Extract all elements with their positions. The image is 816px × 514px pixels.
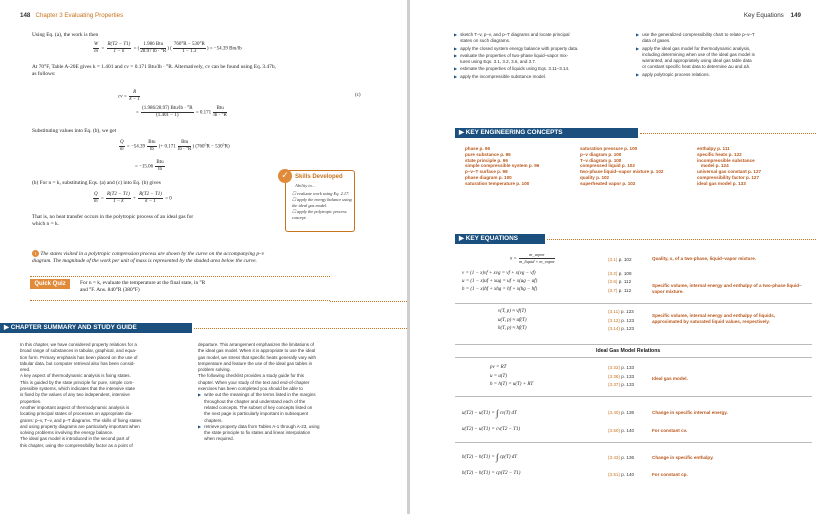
desc-internal-energy: Change in specific internal energy. [652,410,728,415]
concept-item: specific heats p. 122 [697,151,742,157]
checklist-col-2 [636,32,812,78]
concept-item: p–v diagram p. 100 [580,151,622,157]
left-page [0,0,407,514]
concept-item: incompressible substance [697,157,755,163]
checkbox-icon: ☐ [292,191,296,196]
concepts-col-1 [465,146,539,187]
divider [455,357,812,358]
table-note: At 70°F, Table A-20E gives k = 1.401 and cv = 0.171 Btu/lb · °R. Alternatively, cv can be found using Eq. 3.47b, as follows: [32,64,276,77]
chapter-title: Chapter 3 Evaluating Properties [35,12,124,19]
divider [455,442,812,443]
running-head: Key Equations [743,12,784,19]
intro-line: Using Eq. (a), the work is then [32,32,99,38]
summary-heading: ▶ CHAPTER SUMMARY AND STUDY GUIDE [0,323,192,333]
cv-equation: cv = $\frac{R}{k - 1}$ [118,90,140,102]
concept-item: enthalpy p. 111 [697,146,730,151]
skills-item: ☐ evaluate work using Eq. 2.17. [292,191,350,196]
concepts-col-3 [697,146,761,187]
concept-item: pure substance p. 96 [465,151,511,157]
right-page [410,0,816,514]
quick-quiz-box [30,276,330,301]
quiz-question: For n = k, evaluate the temperature at the final state, in °R and °F. Ans. 840°R (380°F) [80,280,206,293]
desc-constant-cp: For constant cp. [652,472,688,477]
q-equation: $\frac{Q}{m}$ = −54.39 $\frac{\text{Btu}}{lb}$ (+ 0.171 $\frac{\text{Btu}}{lb \cdot ^\circ R}$ ) (760°R − 530°R) [120,140,230,152]
eq-ref-3-43: (3.43) p. 136 [608,455,635,460]
triangle-bullet-icon: ▶ [454,66,458,72]
liquid-approx-equations: v(T, p) ≈ vf(T) u(T, p) ≈ uf(T) h(T, p) ≈ hf(T) [498,309,527,331]
right-page-header [744,12,801,19]
concept-item: model p. 124 [697,163,729,169]
key-equations-heading: ▶ KEY EQUATIONS [455,234,545,244]
concept-item: T–v diagram p. 100 [580,157,622,163]
left-page-header [20,12,123,19]
checklist-item: ▶ use the generalized compressibility chart to relate p–v–T data of gases. [636,32,755,44]
desc-constant-cv: For constant cv. [652,428,688,433]
dotted-rule [194,328,407,329]
concept-item: simple compressible system p. 96 [465,163,540,169]
mixture-equations: v = (1 − x)vf + xvg = vf + x(vg − vf) u = (1 − x)uf + xug = uf + x(ug − uf) h = (1 − x)hf + xhg = hf + x(hg − hf) [462,271,538,293]
dotted-rule [330,301,407,302]
eq-refs-group-1: (3.1) p. 102 (3.2) p. 108 (3.6) p. 112 (3.7) p. 112 [608,257,632,293]
substitution-line: Substituting values into Eq. (b), we get [32,128,117,134]
eq-ref-3-51: (3.51) p. 140 [608,472,635,477]
concept-item: superheated vapor p. 102 [580,180,636,186]
adiabatic-note: That is, no heat transfer occurs in the polytropic process of an ideal gas for which n = k. [32,214,194,227]
triangle-bullet-icon: ▶ [636,32,640,37]
internal-energy-constant: u(T2) − u(T1) = cv(T2 − T1) [462,427,521,432]
concept-item: quality p. 102 [580,174,610,180]
concept-item: saturation temperature p. 100 [465,180,530,186]
skills-item: ☐ apply the polytropic process concept. [292,209,347,220]
skills-subtitle: Ability to... [295,183,316,188]
dotted-rule [640,133,816,134]
ideal-gas-equations: pv = RT u = u(T) h = h(T) = u(T) + RT [490,365,534,387]
skills-list [292,191,354,221]
checkbox-icon: ☐ [292,209,296,214]
desc-ideal-gas: Ideal gas model. [652,376,688,381]
eq-refs-group-3: (3.32) p. 133 (3.36) p. 133 (3.37) p. 133 [608,365,635,387]
triangle-bullet-icon: ▶ [636,71,640,77]
left-page-number: 148 [20,12,31,19]
triangle-bullet-icon: ▶ [198,392,202,398]
checklist-item: ▶ write out the meanings of the terms listed in the margins throughout the chapter and understand each of the related concepts. The subset of key concepts listed on the next page is particularly important in subsequent chapters. [198,392,316,423]
concept-item: compressed liquid p. 102 [580,163,635,169]
desc-quality: Quality, x, of a two-phase, liquid–vapor mixture. [652,256,757,261]
checklist-item: ▶ retrieve property data from Tables A-1 through A-23, using the state principle to fix states and linear interpolation when required. [198,423,320,442]
concept-item: phase p. 96 [465,146,491,151]
triangle-bullet-icon: ▶ [454,52,458,58]
checklist-item: ▶ apply the incompressible substance model. [454,73,547,79]
cv-equation-value: = $\frac{\text{(1.986/28.97) Btu/lb · °R}}{(1.401 - 1)}$ = 0.171 $\frac{\text{Btu}}{lb \cdot ^\circ R}$ [136,106,227,118]
concept-item: two-phase liquid–vapor mixture p. 102 [580,169,664,175]
triangle-icon: ▶ [459,235,464,242]
triangle-bullet-icon: ▶ [198,423,202,429]
eq-refs-group-2: (3.11) p. 123 (3.12) p. 123 (3.14) p. 123 [608,309,635,331]
checklist-item: ▶ estimate the properties of liquids using Eqs. 3.11–3.14. [454,66,570,72]
triangle-bullet-icon: ▶ [454,45,458,51]
concept-item: compressibility factor p. 127 [697,174,760,180]
concept-item: state principle p. 96 [465,157,508,163]
internal-energy-integral: u(T2) − u(T1) = ∫ cv(T) dT [462,408,517,418]
summary-column-2: departure. This arrangement emphasizes the limitations of the ideal gas model. When it is appropriate to use the ideal gas model, we stress that specific heats generally vary with temperature and feature the use of the ideal gas tables in problem solving. The following checklist provides a study guide for this chapter. When your study of the text and end-of-chapter exercises has been completed you should be able to ▶ write out the meanings of the terms listed in the margins throughout the chapter and understand each of the related concepts. The subset of key concepts listed on the next page is particularly important in subsequent chapters. ▶ retrieve property data from Tables A-1 through A-23, using the state principle to fix states and linear interpolation when required. [198,342,388,443]
desc-mixture-properties: Specific volume, internal energy and enthalpy of a two-phase liquid–vapor mixture. [652,283,802,294]
checklist-item: ▶ apply the ideal gas model for thermodynamic analysis, including determining when use of the ideal gas model is warranted, and appropriately using ideal gas table data or constant specific heat data to determine Δu and Δh. [636,45,755,70]
enthalpy-constant: h(T2) − h(T1) = cp(T2 − T1) [462,471,521,476]
triangle-bullet-icon: ▶ [636,45,640,51]
quality-equation: x = $\frac{\text{m\_vapor}}{\text{m\_liquid + m\_vapor}}$ [510,252,555,264]
key-concepts-heading: ▶ KEY ENGINEERING CONCEPTS [455,128,638,138]
checklist-item: ▶ apply polytropic process relations. [636,71,710,77]
q-equation-result: = −15.06 $\frac{\text{Btu}}{lb}$ [135,160,164,172]
figure-note: 1 The states visited in a polytropic compression process are shown by the curve on the accompanying p–v diagram. The magnitude of the work per unit of mass is represented by the shaded area below the curve. [32,251,265,264]
concept-item: phase diagram p. 100 [465,174,512,180]
divider [455,303,812,304]
triangle-bullet-icon: ▶ [454,32,458,37]
triangle-bullet-icon: ▶ [454,73,458,79]
ideal-gas-subheading: Ideal Gas Model Relations [596,348,661,354]
checklist-col-1 [454,32,630,80]
checkmark-icon: ✓ [278,169,292,183]
skills-title: Skills Developed [295,174,343,180]
checklist-item: ▶ apply the closed system energy balance with property data. [454,45,579,51]
right-page-number: 149 [790,12,801,19]
note-number-badge: 1 [32,250,39,257]
desc-liquid-approx: Specific volume, internal energy and enthalpy of liquids, approximated by saturated liquid values, respectively. [652,313,776,324]
checkbox-icon: ☐ [292,197,296,202]
concepts-col-2 [580,146,663,187]
checklist-item: ▶ sketch T–v, p–v, and p–T diagrams and locate principal states on such diagrams. [454,32,570,44]
triangle-icon: ▶ [459,129,464,136]
skills-item: ☐ apply the energy balance using the ideal gas model. [292,197,352,208]
concept-item: universal gas constant p. 127 [697,169,762,175]
cv-equation-tag: (c) [355,93,361,98]
skills-developed-box [281,170,355,232]
part-b-equation: $\frac{Q}{m}$ = $\frac{R(T2 - T1)}{1 - k}$ + $\frac{R(T2 - T1)}{k - 1}$ = 0 [94,192,172,204]
checklist-item: ▶ evaluate the properties of two-phase liquid–vapor mix- tures using Eqs. 3.1, 3.2, 3.6, and 3.7. [454,52,569,65]
summary-column-1: In this chapter, we have considered property relations for a broad range of substances in tabular, graphical, and equa- tion form. Primary emphasis has been placed on the use of tabular data, but computer retrieval also has been consid- ered. A key aspect of thermodynamic analysis is fixing states. This is guided by the state principle for pure, simple com- pressible systems, which indicates that the intensive state is fixed by the values of any two independent, intensive properties. Another important aspect of thermodynamic analysis is locating principal states of processes on appropriate dia- grams: p–v, T–v, and p–T diagrams. The skills of fixing states and using property diagrams are particularly important when solving problems involving the energy balance. The ideal gas model is introduced in the second part of this chapter, using the compressibility factor as a point of [20,342,142,448]
desc-enthalpy: Change in specific enthalpy. [652,455,714,460]
eq-ref-3-40: (3.40) p. 136 [608,410,635,415]
part-b-line: (b) For n = k, substituting Eqs. (a) and (c) into Eq. (b) gives [32,180,161,186]
divider [455,396,812,397]
quick-quiz-label: Quick Quiz [30,279,70,289]
work-equation: $\frac{W}{m}$ = $\frac{R(T2 - T1)}{1 - n}$ = ( $\frac{\text{1.986 Btu}}{28.97 lb \cdot ^\circ R}$ ) ( $\frac{760^\circ R - 530^\circ R}{1 - 1.3}$ ) = −54.39 Btu/lb [94,42,242,54]
divider [455,344,812,345]
dotted-rule [547,239,816,240]
concept-item: ideal gas model p. 133 [697,180,746,186]
concept-item: p–v–T surface p. 98 [465,169,508,175]
concept-item: saturation pressure p. 100 [580,146,638,151]
triangle-icon: ▶ [4,324,9,331]
enthalpy-integral: h(T2) − h(T1) = ∫ cp(T) dT [462,452,518,462]
eq-ref-3-50: (3.50) p. 140 [608,428,635,433]
